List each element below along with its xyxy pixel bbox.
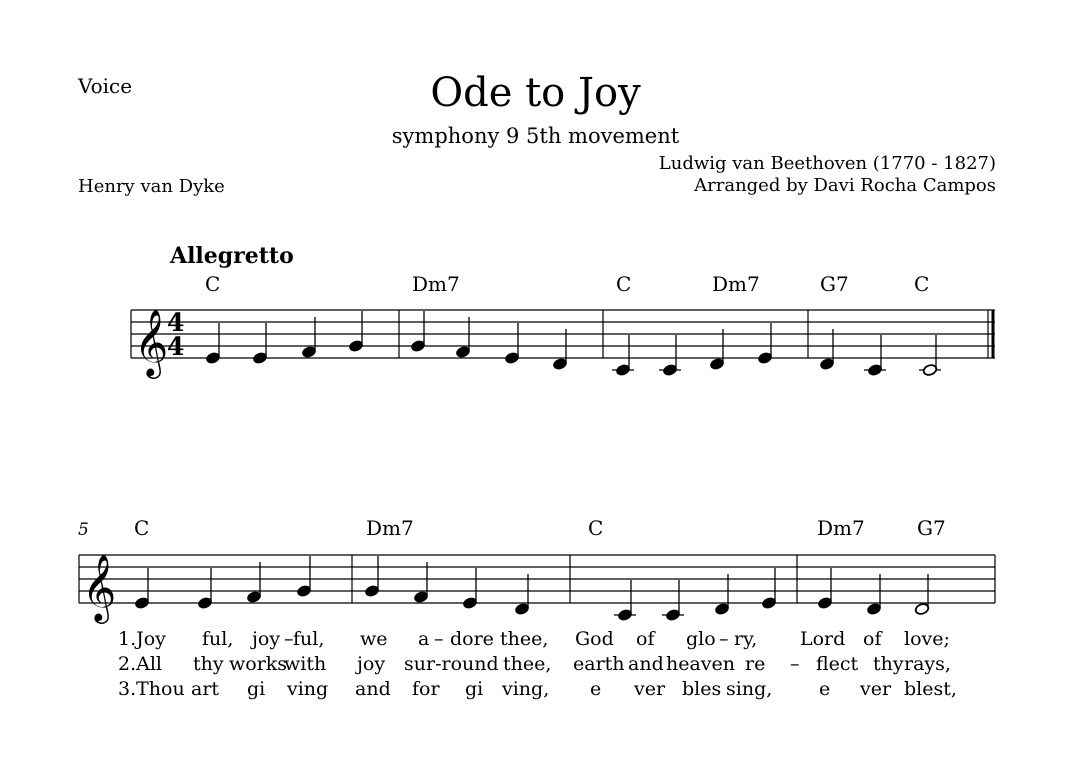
lyric-syllable: of xyxy=(863,628,882,650)
lyric-syllable: ving, xyxy=(502,678,550,700)
time-signature-bottom: 4 xyxy=(167,332,185,361)
lyric-hyphen: – xyxy=(790,653,800,675)
lyric-syllable: e xyxy=(819,678,831,700)
notes-system-1 xyxy=(205,311,941,377)
chord-symbol: Dm7 xyxy=(366,516,414,540)
lyric-syllable: ry, xyxy=(734,628,758,650)
lyric-syllable: with xyxy=(284,653,327,675)
chord-symbol: C xyxy=(616,272,632,296)
lyric-syllable: glo xyxy=(686,628,716,650)
lyric-syllable: 2.All xyxy=(118,653,163,675)
time-signature-top: 4 xyxy=(167,308,185,337)
lyric-syllable: ver xyxy=(860,678,892,700)
treble-clef-icon: 𝄞 xyxy=(82,553,117,621)
chord-symbol: Dm7 xyxy=(817,516,865,540)
song-subtitle: symphony 9 5th movement xyxy=(391,124,680,148)
lyric-syllable: of xyxy=(636,628,655,650)
lyricist-credit: Henry van Dyke xyxy=(78,176,225,197)
chord-symbol: G7 xyxy=(820,272,849,296)
chord-symbol: Dm7 xyxy=(412,272,460,296)
lyric-syllable: ving xyxy=(287,678,329,700)
lyric-syllable: joy xyxy=(357,653,386,675)
chord-symbol: C xyxy=(588,516,604,540)
lyric-syllable: sing, xyxy=(726,678,773,700)
lyric-syllable: e xyxy=(590,678,602,700)
lyric-syllable: thee, xyxy=(500,628,549,650)
chord-symbol: C xyxy=(134,516,150,540)
tempo-marking: Allegretto xyxy=(170,243,294,269)
lyric-syllable: sur-round xyxy=(404,653,499,675)
lyric-syllable: rays, xyxy=(904,653,951,675)
lyric-syllable: thee, xyxy=(503,653,552,675)
lyric-syllable: flect xyxy=(816,653,859,675)
lyric-syllable: for xyxy=(412,678,440,700)
lyric-syllable: dore xyxy=(450,628,494,650)
lyric-syllable: gi xyxy=(465,678,484,700)
lyric-syllable: thy xyxy=(193,653,224,675)
chord-symbol: C xyxy=(914,272,930,296)
lyric-syllable: 1.Joy xyxy=(118,628,166,650)
lyric-syllable: art xyxy=(191,678,220,700)
lyric-syllable: ful, xyxy=(202,628,234,650)
treble-clef-icon: 𝄞 xyxy=(134,308,169,376)
song-title: Ode to Joy xyxy=(430,70,641,116)
chord-symbol: G7 xyxy=(917,516,946,540)
lyric-syllable: blest, xyxy=(904,678,957,700)
lyric-syllable: earth xyxy=(573,653,625,675)
notes-system-2 xyxy=(134,556,929,622)
lyric-syllable: thy xyxy=(873,653,904,675)
lyric-syllable: ver xyxy=(634,678,666,700)
lyric-syllable: re xyxy=(745,653,766,675)
lyric-syllable: we xyxy=(360,628,388,650)
chord-symbol: C xyxy=(205,272,221,296)
staff-system-1 xyxy=(131,310,995,358)
lyric-hyphen: – xyxy=(719,628,729,650)
lyric-syllable: ful, xyxy=(293,628,325,650)
lyric-syllable: and xyxy=(628,653,664,675)
lyric-syllable: Lord xyxy=(800,628,846,650)
lyric-syllable: works xyxy=(229,653,288,675)
instrument-name: Voice xyxy=(78,74,133,98)
lyric-syllable: a xyxy=(418,628,430,650)
composer-credit: Ludwig van Beethoven (1770 - 1827) xyxy=(658,153,996,174)
lyric-hyphen: – xyxy=(434,628,444,650)
measure-number: 5 xyxy=(78,520,89,540)
lyric-syllable: heaven xyxy=(666,653,736,675)
lyric-syllable: bles xyxy=(682,678,722,700)
lyric-syllable: 3.Thou xyxy=(118,678,185,700)
lyric-syllable: gi xyxy=(247,678,266,700)
lyric-syllable: and xyxy=(355,678,391,700)
lyric-hyphen: – xyxy=(284,628,294,650)
staff-system-2 xyxy=(79,555,995,603)
chord-symbol: Dm7 xyxy=(712,272,760,296)
lyric-syllable: joy xyxy=(252,628,281,650)
arranger-credit: Arranged by Davi Rocha Campos xyxy=(694,175,996,196)
lyric-syllable: God xyxy=(575,628,614,650)
lyric-syllable: love; xyxy=(904,628,950,650)
